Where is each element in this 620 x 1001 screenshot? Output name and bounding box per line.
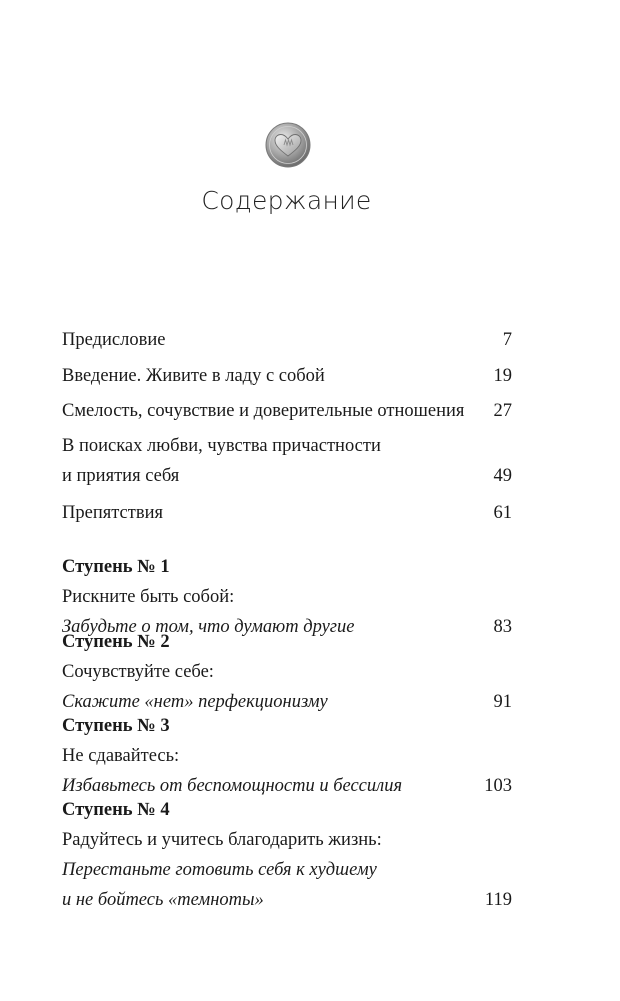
toc-entry-title: Смелость, сочувствие и доверительные отношения — [62, 401, 465, 421]
step-title: Рискните быть собой: — [62, 587, 235, 607]
step-subtitle: и не бойтесь «темноты» — [62, 890, 264, 910]
toc-step-text — [62, 711, 402, 801]
step-title: Сочувствуйте себе: — [62, 662, 214, 682]
step-subtitle: Забудьте о том, что думают другие — [62, 617, 355, 637]
toc-entry — [62, 498, 512, 528]
step-title: Не сдавайтесь: — [62, 746, 180, 766]
step-title: Радуйтесь и учитесь благодарить жизнь: — [62, 830, 382, 850]
step-label: Ступень № 2 — [62, 632, 170, 652]
step-subtitle: Скажите «нет» перфекционизму — [62, 692, 328, 712]
toc-entry-page: 7 — [502, 330, 512, 350]
toc-entry-title: Препятствия — [62, 503, 163, 523]
step-label: Ступень № 3 — [62, 716, 170, 736]
step-label: Ступень № 1 — [62, 557, 170, 577]
toc-entry-page: 61 — [493, 503, 512, 523]
toc-entry-title: Предисловие — [62, 330, 166, 350]
toc-entry-page: 103 — [484, 776, 512, 796]
step-label: Ступень № 4 — [62, 800, 170, 820]
toc-step — [62, 627, 512, 717]
toc-entry — [62, 361, 512, 391]
toc-step — [62, 795, 512, 915]
heart-emblem-icon — [264, 121, 312, 169]
toc-entry — [62, 325, 512, 355]
toc-entry — [62, 396, 512, 426]
toc-entry-title-line: и приятия себя — [62, 466, 180, 486]
toc-entry-title — [62, 431, 381, 491]
toc-entry-page: 27 — [493, 401, 512, 421]
toc-entry-page: 19 — [493, 366, 512, 386]
toc-step-text — [62, 627, 328, 717]
toc-entry — [62, 431, 512, 491]
step-subtitle: Перестаньте готовить себя к худшему — [62, 860, 377, 880]
toc-entry-page: 119 — [484, 890, 512, 910]
toc-entry-page: 83 — [493, 617, 512, 637]
toc-entry-page: 91 — [493, 692, 512, 712]
step-subtitle: Избавьтесь от беспомощности и бессилия — [62, 776, 403, 796]
toc-step-text — [62, 795, 382, 915]
toc-step — [62, 711, 512, 801]
toc-entry-page: 49 — [493, 466, 512, 486]
page-title: Содержание — [201, 186, 372, 215]
toc-entry-title-line: В поисках любви, чувства причастности — [62, 436, 381, 456]
toc-entry-title: Введение. Живите в ладу с собой — [62, 366, 325, 386]
